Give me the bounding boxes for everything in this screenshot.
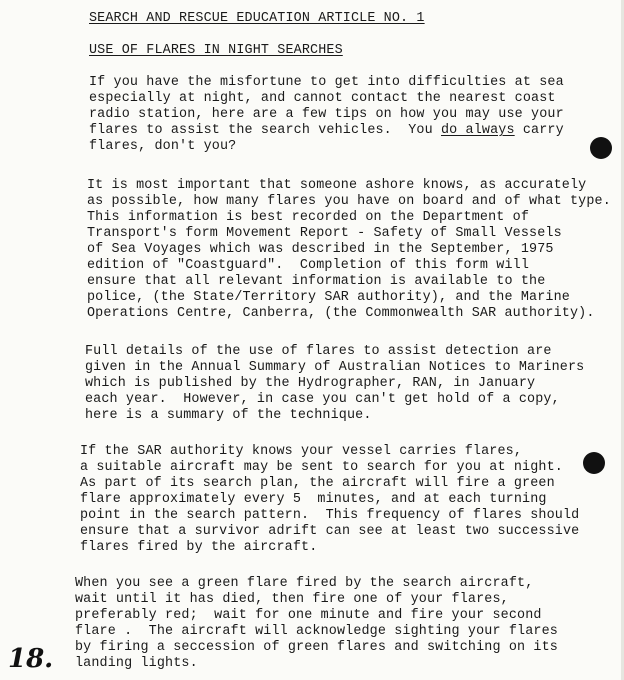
page-number: 18. [8, 644, 54, 674]
paragraph-line: flares to assist the search vehicles. You do always carry [89, 123, 564, 138]
paragraph-line: flare approximately every 5 minutes, and at each turning [80, 492, 547, 507]
paragraph-line: If the SAR authority knows your vessel carries flares, [80, 444, 523, 459]
paragraph-line: point in the search pattern. This frequency of flares should [80, 508, 580, 523]
paragraph-line: This information is best recorded on the Department of [87, 210, 530, 225]
paragraph-line: Full details of the use of flares to assist detection are [85, 344, 552, 359]
paragraph-line: flares fired by the aircraft. [80, 540, 318, 555]
article-title: USE OF FLARES IN NIGHT SEARCHES [89, 43, 343, 58]
paragraph-line: of Sea Voyages which was described in the September, 1975 [87, 242, 554, 257]
paragraph-line: by firing a seccession of green flares and switching on its [75, 640, 558, 655]
emphasis-underline: do always [441, 123, 515, 138]
paragraph-line: preferably red; wait for one minute and fire your second [75, 608, 542, 623]
paragraph-line: wait until it has died, then fire one of your flares, [75, 592, 509, 607]
paragraph-line: as possible, how many flares you have on board and of what type. [87, 194, 611, 209]
paragraph-line: flares, don't you? [89, 139, 237, 154]
paragraph-line: It is most important that someone ashore knows, as accurately [87, 178, 587, 193]
paragraph-line: which is published by the Hydrographer, RAN, in January [85, 376, 536, 391]
paragraph-line: here is a summary of the technique. [85, 408, 372, 423]
paragraph-line: As part of its search plan, the aircraft will fire a green [80, 476, 555, 491]
paragraph-line: each year. However, in case you can't get hold of a copy, [85, 392, 560, 407]
paragraph-line: Transport's form Movement Report - Safety of Small Vessels [87, 226, 562, 241]
punch-hole-icon [590, 137, 612, 159]
paragraph-line: edition of "Coastguard". Completion of this form will [87, 258, 530, 273]
paragraph-line: landing lights. [75, 656, 198, 671]
paragraph-line: Operations Centre, Canberra, (the Commonwealth SAR authority). [87, 306, 595, 321]
paragraph-line: If you have the misfortune to get into difficulties at sea [89, 75, 564, 90]
paragraph-line: especially at night, and cannot contact the nearest coast [89, 91, 556, 106]
paragraph-line: police, (the State/Territory SAR authority), and the Marine [87, 290, 570, 305]
paragraph-line: radio station, here are a few tips on how you may use your [89, 107, 564, 122]
paragraph-line: flare . The aircraft will acknowledge sighting your flares [75, 624, 558, 639]
punch-hole-icon [583, 452, 605, 474]
paragraph-line: When you see a green flare fired by the search aircraft, [75, 576, 534, 591]
paragraph-line: given in the Annual Summary of Australian Notices to Mariners [85, 360, 585, 375]
paragraph-line: a suitable aircraft may be sent to search for you at night. [80, 460, 563, 475]
article-header: SEARCH AND RESCUE EDUCATION ARTICLE NO. 1 [89, 11, 425, 26]
paragraph-line: ensure that all relevant information is available to the [87, 274, 546, 289]
paragraph-line: ensure that a survivor adrift can see at least two successive [80, 524, 580, 539]
